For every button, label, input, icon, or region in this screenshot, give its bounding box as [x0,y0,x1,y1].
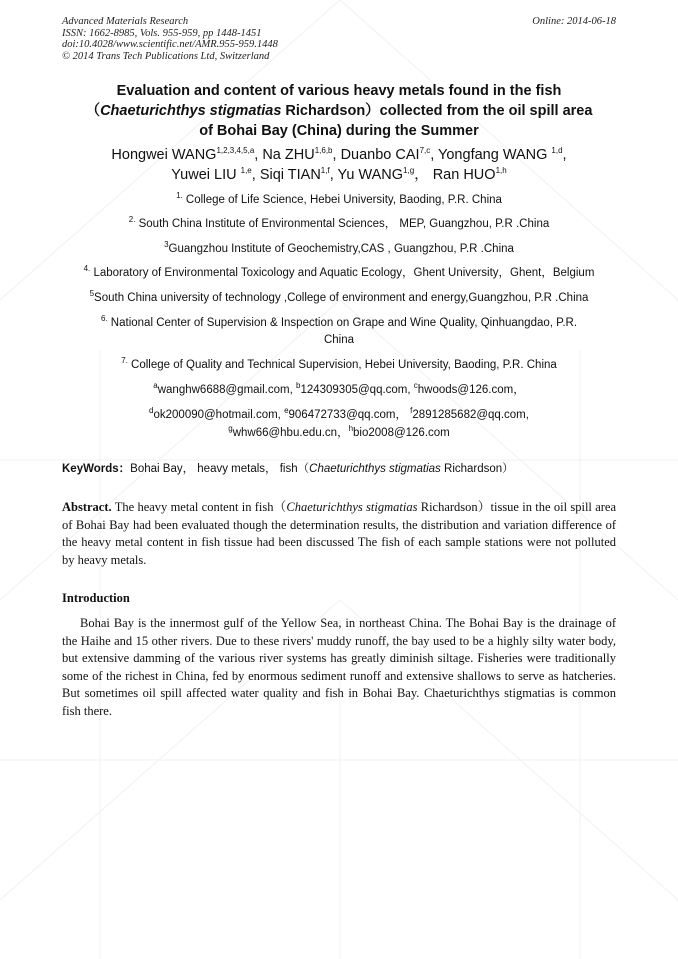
author-affil-sup: 1,2,3,4,5,a [216,146,255,156]
author-name: Yongfang WANG [438,147,552,163]
email-address: wanghw6688@gmail.com, [157,384,296,396]
affiliation-number: 6. [100,314,108,324]
email-address: ok200090@hotmail.com, [153,409,285,421]
affiliation-text: College of Quality and Technical Supervision, Hebei University, Baoding, P.R. China [127,359,557,371]
author-affil-sup: 1,d [551,146,563,156]
author-affil-sup: 1,g [403,166,415,176]
email-sup: c [413,381,418,391]
keywords-text-end: Richardson） [440,463,514,475]
author-affil-sup: 1,e [240,166,252,176]
affiliation-3 [62,241,616,258]
issn-line: ISSN: 1662-8985, Vols. 955-959, pp 1448-1451 [62,27,262,39]
email-sup: h [348,424,354,434]
author-name: Yu WANG [337,167,404,183]
affiliation-number: 1. [176,191,183,201]
email-sup: g [228,424,233,434]
author-separator: ， [414,167,433,183]
email-sup: d [149,406,154,416]
author-name: Yuwei LIU [171,167,241,183]
email-sup: a [153,381,158,391]
author-name: Na ZHU [262,147,315,163]
affiliation-text: South China Institute of Environmental Sciences， MEP, Guangzhou, P.R .China [135,218,550,230]
author-line-1 [62,145,616,165]
title-line-2 [62,101,616,121]
email-address: 2891285682@qq.com, [412,409,529,421]
title-line-2-rest: Richardson）collected from the oil spill area [281,103,593,119]
email-line-1 [62,382,616,399]
online-date: Online: 2014-06-18 [532,16,616,27]
abstract-text: The heavy metal content in fish（ [111,500,287,514]
email-address: 906472733@qq.com， [288,409,411,421]
affiliation-text: College of Life Science, Hebei University, Baoding, P.R. China [182,194,502,206]
doi-line: doi:10.4028/www.scientific.net/AMR.955-959.1448 [62,39,278,50]
introduction-paragraph: Bohai Bay is the innermost gulf of the Yellow Sea, in northeast China. The Bohai Bay is the drainage of the Haihe and 15 other rivers. Due to these rivers' muddy runoff, the bay used to be a highly silty water body, but extensive damming of the various river systems has greatly diminish siltage. Fisheries were traditionally some of the richest in China, fed by enormous sediment runoff and extensive shallows to serve as hatcheries. But sometimes oil spill affected water quality and fish in Bohai Bay. Chaeturichthys stigmatias is common fish there. [62,616,616,718]
affiliation-number: 2. [128,215,136,225]
affiliation-text: South China university of technology ,College of environment and energy,Guangzhou, P.R .China [94,292,589,304]
author-affil-sup: 1,f [320,166,330,176]
email-address: 124309305@qq.com, [300,384,414,396]
affiliation-7 [62,357,616,374]
affiliation-number: 3 [164,240,169,250]
author-separator: , [251,167,260,183]
email-address: hwoods@126.com， [417,384,525,396]
affiliation-2 [62,216,616,233]
author-affil-sup: 1,6,b [314,146,333,156]
abstract-text-rest: Richardson）tissue in the oil spill area of Bohai Bay had been evaluated though the determination results, the distribution and variation difference of the heavy metal content in fish tissue had been discussed The fish of each sample stations were not polluted by heavy metals. [62,500,616,567]
title-species: Chaeturichthys stigmatias [100,103,282,119]
author-separator: , [329,167,338,183]
journal-header [62,16,278,62]
author-line-2 [62,165,616,185]
title-paren: （ [85,103,101,119]
affiliation-1 [62,192,616,209]
author-separator: , [562,147,567,163]
author-name: Duanbo CAI [340,147,420,163]
keywords-species: Chaeturichthys stigmatias [309,463,441,475]
affiliation-6-line-2: China [323,334,355,346]
email-line-3 [62,425,616,442]
email-sup: b [295,381,301,391]
affiliation-number: 7. [121,356,128,366]
affiliation-text: Laboratory of Environmental Toxicology and Aquatic Ecology，Ghent University，Ghent，Belgium [90,267,595,279]
introduction-heading: Introduction [62,591,130,605]
affiliation-text: National Center of Supervision & Inspection on Grape and Wine Quality, Qinhuangdao, P.R. [107,317,578,329]
abstract-species: Chaeturichthys stigmatias [286,500,418,514]
keywords-label: KeyWords： [62,463,131,475]
affiliation-number: 4. [83,264,91,274]
affiliation-6 [62,315,616,349]
keywords [62,461,616,478]
author-affil-sup: 1,h [495,166,507,176]
abstract-label: Abstract. [62,500,112,514]
affiliation-number: 5 [89,289,95,299]
paper-title [62,81,616,141]
affiliation-6-line-1 [62,315,616,332]
keywords-text: Bohai Bay， heavy metals， fish（ [130,463,310,475]
journal-name: Advanced Materials Research [62,16,189,27]
author-separator: , [254,147,263,163]
author-name: Ran HUO [432,167,496,183]
affiliation-5 [62,290,616,307]
author-separator: , [332,147,341,163]
author-list [62,145,616,185]
email-address: bio2008@126.com [353,427,450,439]
email-line-2 [62,407,616,424]
email-sup: f [410,406,413,416]
email-address: whw66@hbu.edu.cn， [232,427,349,439]
title-line-1: Evaluation and content of various heavy metals found in the fish [116,83,562,99]
author-affil-sup: 7,c [419,146,431,156]
author-name: Hongwei WANG [111,147,217,163]
abstract [62,499,616,569]
author-name: Siqi TIAN [259,167,321,183]
affiliation-4 [62,265,616,282]
copyright-line: © 2014 Trans Tech Publications Ltd, Switzerland [62,50,270,62]
affiliation-text: Guangzhou Institute of Geochemistry,CAS , Guangzhou, P.R .China [168,243,514,255]
email-sup: e [284,406,289,416]
author-separator: , [430,147,439,163]
title-line-3: of Bohai Bay (China) during the Summer [199,123,479,139]
